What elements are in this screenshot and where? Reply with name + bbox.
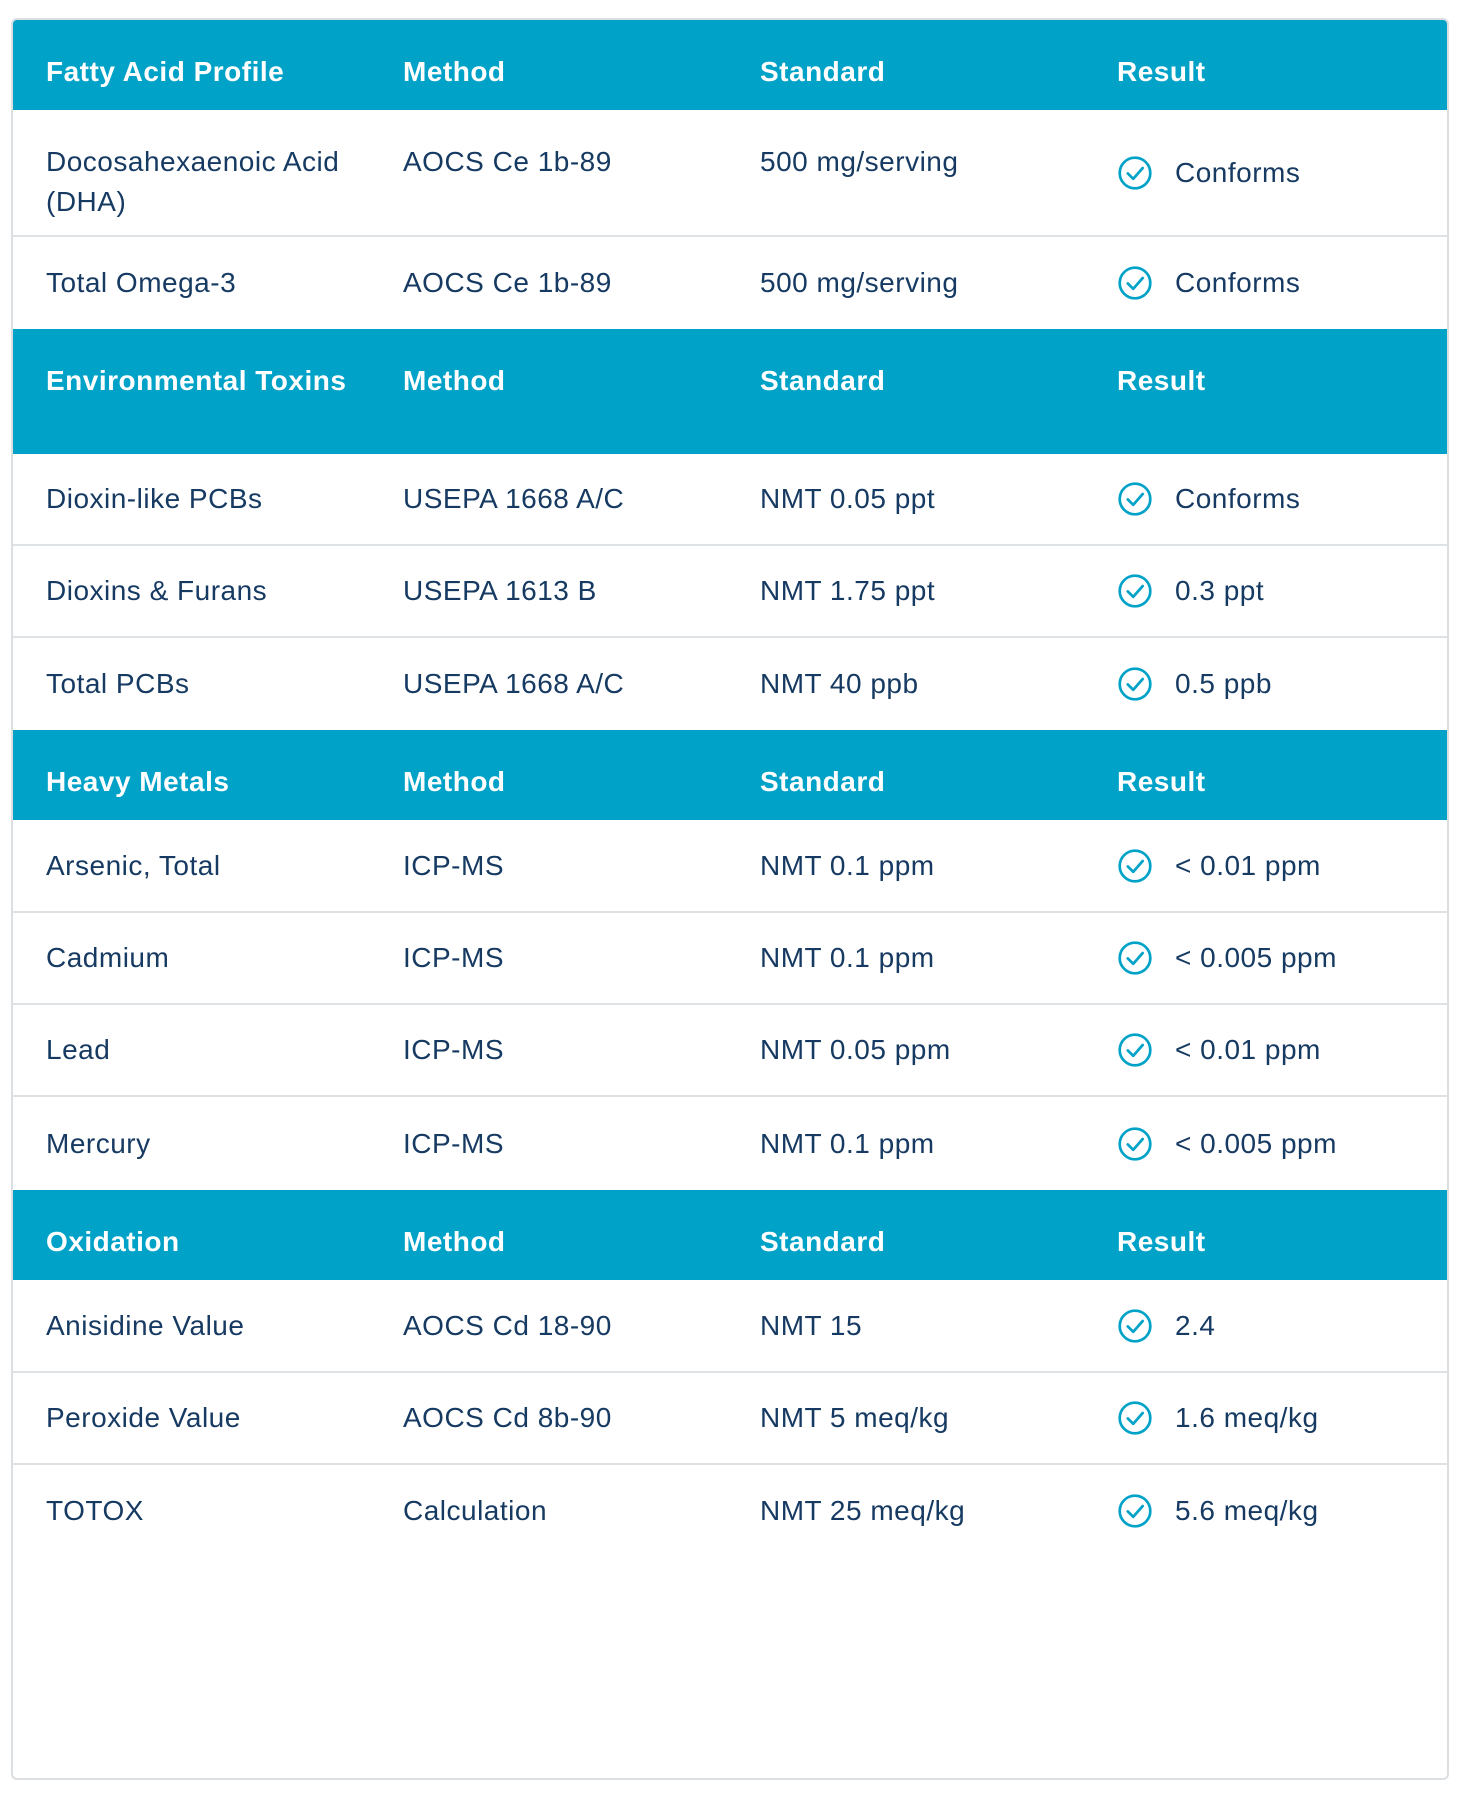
check-circle-icon [1117,573,1153,609]
result-value: 2.4 [1175,1309,1216,1341]
test-method: ICP-MS [403,849,504,881]
test-name: Total Omega-3 [46,267,237,298]
test-name: TOTOX [46,1495,144,1526]
test-name: Docosahexaenoic Acid (DHA) [46,146,340,217]
test-standard: NMT 0.1 ppm [760,1127,935,1159]
result-value: < 0.01 ppm [1175,849,1321,881]
check-circle-icon [1117,481,1153,517]
check-circle-icon [1117,1308,1153,1344]
test-method: ICP-MS [403,1127,504,1159]
test-result [1117,1373,1447,1463]
test-result [1117,913,1447,1003]
test-result [1117,1097,1447,1190]
result-value: < 0.01 ppm [1175,1034,1321,1065]
test-standard: NMT 1.75 ppt [760,575,936,606]
test-method: AOCS Ce 1b-89 [403,267,612,298]
test-standard: NMT 0.05 ppt [760,483,936,514]
test-name: Mercury [46,1127,151,1159]
header-standard: Standard [760,365,886,396]
result-value: Conforms [1175,267,1301,298]
table-row [13,913,1447,1005]
test-method: Calculation [403,1495,548,1526]
header-result: Result [1117,766,1206,797]
test-name: Lead [46,1034,111,1065]
check-circle-icon [1117,1032,1153,1068]
result-value: 0.3 ppt [1175,575,1265,606]
check-circle-icon [1117,940,1153,976]
test-standard: NMT 25 meq/kg [760,1495,966,1526]
test-method: AOCS Cd 18-90 [403,1309,612,1341]
table-row [13,110,1447,237]
table-row [13,1280,1447,1373]
header-standard: Standard [760,1226,886,1257]
header-category: Fatty Acid Profile [46,56,285,87]
test-result [1117,237,1447,329]
test-result [1117,546,1447,636]
test-method: ICP-MS [403,942,504,973]
table-row [13,638,1447,730]
section-header-environmental-toxins [13,329,1447,454]
header-category: Environmental Toxins [46,365,347,396]
test-result [1117,1280,1447,1371]
result-value: Conforms [1175,483,1301,514]
table-row [13,820,1447,913]
test-name: Arsenic, Total [46,849,221,881]
test-method: USEPA 1668 A/C [403,483,625,514]
header-category: Heavy Metals [46,766,230,797]
header-standard: Standard [760,56,886,87]
test-standard: NMT 0.1 ppm [760,849,935,881]
table-row [13,546,1447,638]
header-method: Method [403,766,506,797]
section-header-oxidation [13,1190,1447,1280]
result-value: 1.6 meq/kg [1175,1402,1319,1433]
test-result [1117,820,1447,911]
test-standard: NMT 5 meq/kg [760,1402,950,1433]
result-value: Conforms [1175,156,1301,188]
header-result: Result [1117,1226,1206,1257]
test-standard: NMT 0.1 ppm [760,942,935,973]
table-row [13,1373,1447,1465]
check-circle-icon [1117,1400,1153,1436]
test-result [1117,638,1447,730]
header-standard: Standard [760,766,886,797]
result-value: 0.5 ppb [1175,668,1272,699]
check-circle-icon [1117,155,1153,191]
test-method: AOCS Ce 1b-89 [403,146,612,177]
certificate-of-analysis-table [11,18,1449,1780]
test-name: Cadmium [46,942,170,973]
section-header-fatty-acid-profile [13,20,1447,110]
header-method: Method [403,56,506,87]
check-circle-icon [1117,848,1153,884]
table-row [13,237,1447,329]
test-standard: NMT 15 [760,1309,863,1341]
result-value: < 0.005 ppm [1175,942,1337,973]
table-row [13,1097,1447,1190]
test-method: USEPA 1668 A/C [403,668,625,699]
test-method: ICP-MS [403,1034,504,1065]
test-result [1117,1465,1447,1557]
header-result: Result [1117,56,1206,87]
test-method: USEPA 1613 B [403,575,597,606]
check-circle-icon [1117,265,1153,301]
test-name: Dioxins & Furans [46,575,268,606]
table-row [13,1465,1447,1557]
check-circle-icon [1117,1493,1153,1529]
table-row [13,1005,1447,1097]
test-standard: NMT 40 ppb [760,668,919,699]
check-circle-icon [1117,1126,1153,1162]
test-name: Total PCBs [46,668,190,699]
test-result [1117,454,1447,544]
table-row [13,454,1447,546]
header-category: Oxidation [46,1226,180,1257]
result-value: < 0.005 ppm [1175,1127,1337,1159]
test-name: Peroxide Value [46,1402,241,1433]
test-name: Dioxin-like PCBs [46,483,263,514]
test-standard: NMT 0.05 ppm [760,1034,951,1065]
section-header-heavy-metals [13,730,1447,820]
header-result: Result [1117,365,1206,396]
test-method: AOCS Cd 8b-90 [403,1402,612,1433]
header-method: Method [403,1226,506,1257]
test-result [1117,110,1447,235]
test-name: Anisidine Value [46,1309,245,1341]
check-circle-icon [1117,666,1153,702]
header-method: Method [403,365,506,396]
test-result [1117,1005,1447,1095]
result-value: 5.6 meq/kg [1175,1495,1319,1526]
test-standard: 500 mg/serving [760,267,959,298]
test-standard: 500 mg/serving [760,146,959,177]
